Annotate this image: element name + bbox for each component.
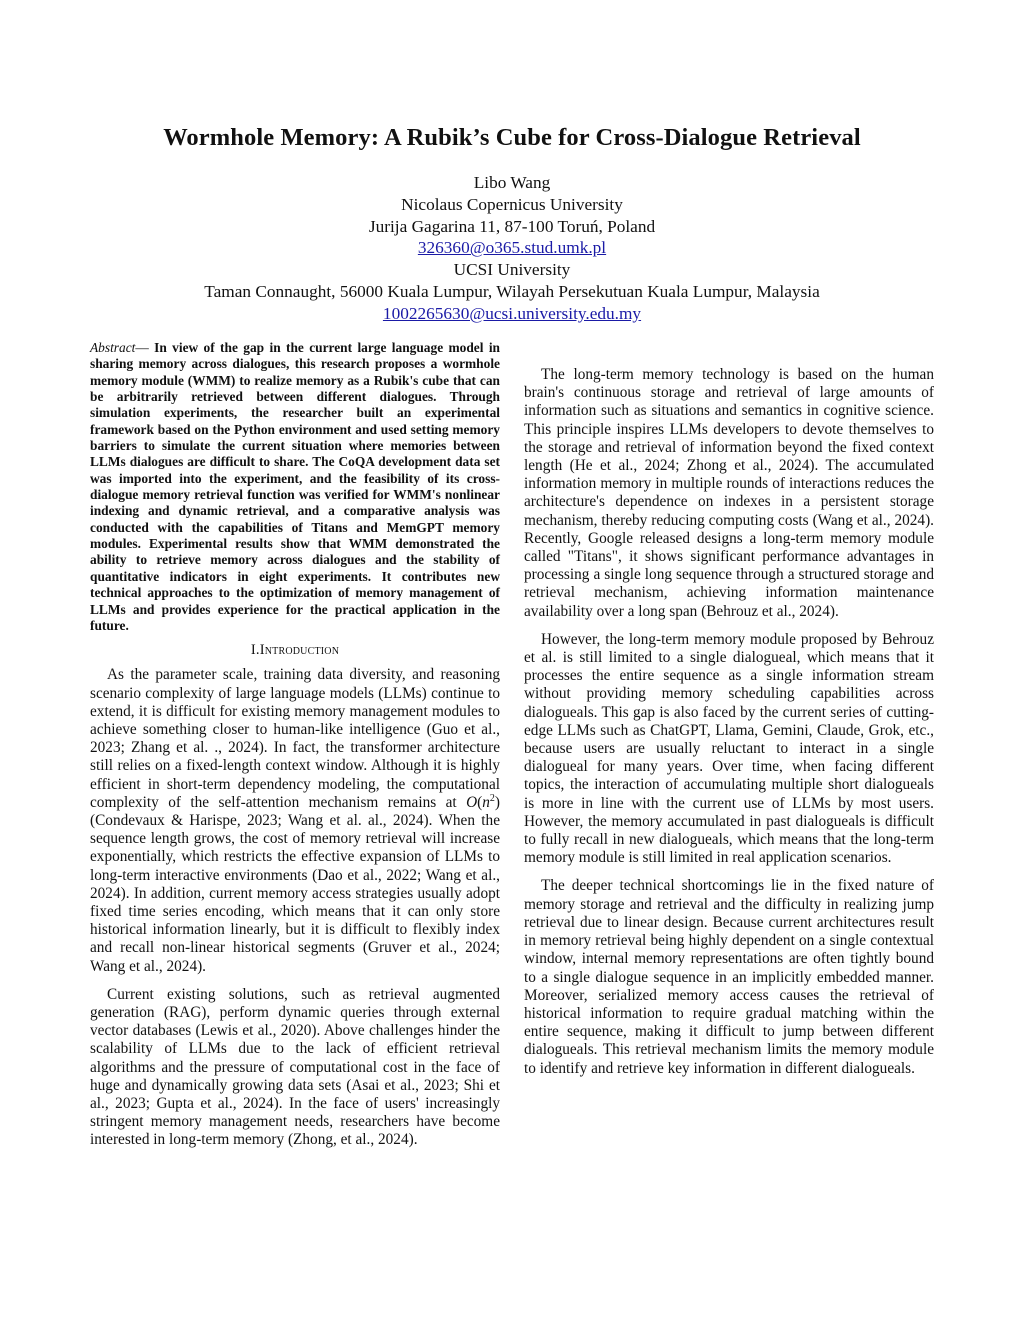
right-column: [524, 366, 934, 1088]
paper-title: Wormhole Memory: A Rubik’s Cube for Cross-Dialogue Retrieval: [163, 124, 861, 151]
big-o-n: n: [482, 793, 490, 811]
exponent: 2: [489, 792, 495, 804]
email-link-2[interactable]: 1002265630@ucsi.university.edu.my: [382, 303, 642, 323]
paragraph-text: As the parameter scale, training data diversity, and reasoning scenario complexity of large language models (LLMs) continue to extend, it is difficult for existing memory management modules to achieve something closer to human-like intelligence (Guo et al., 2023; Zhang et al. ., 2024). In fact, the transformer architecture still relies on a fixed-length context window. Although it is highly efficient in short-term dependency modeling, the computational complexity of the self-attention mechanism remains at: [90, 666, 500, 811]
section-number: I.: [250, 642, 260, 659]
abstract-label: Abstract: [90, 340, 136, 355]
affiliation-1: Nicolaus Copernicus University: [401, 194, 623, 214]
affiliation-2: UCSI University: [453, 260, 571, 280]
left-column: [90, 340, 500, 1160]
address-1: Jurija Gagarina 11, 87-100 Toruń, Poland: [368, 216, 656, 236]
intro-paragraph-3: The long-term memory technology is based on the human brain's continuous storage and retrieval of large amounts of information such as situations and semantics in cognitive science. This principle inspires LLMs developers to devote themselves to the storage and retrieval of information beyond the fixed context length (He et al., 2024; Zhong et al., 2024). The accumulated information memory in multiple rounds of interactions reduces the architecture's dependence on indexes in a persistent storage mechanism, thereby reducing computing costs (Wang et al., 2024). Recently, Google released designs a long-term memory module called "Titans", it shows significant performance advantages in processing a single long sequence through a structured storage and retrieval mechanism, achieving information maintenance availability over a long span (Behrouz et al., 2024).: [524, 366, 934, 620]
author-name: Libo Wang: [473, 173, 551, 192]
address-2: Taman Connaught, 56000 Kuala Lumpur, Wilayah Persekutuan Kuala Lumpur, Malaysia: [204, 281, 820, 301]
section-title: Introduction: [259, 642, 340, 659]
paragraph-text: (Condevaux & Harispe, 2023; Wang et al. al., 2024). When the sequence length grows, the cost of memory retrieval will increase exponentially, which restricts the effective expansion of LLMs to long-term interactive environments (Dao et al., 2022; Wang et al., 2024). In addition, current memory access strategies usually adopt fixed time series encoding, which means that it can only store historical information linearly, but it is difficult to flexibly index and recall non-linear historical segments (Gruver et al., 2024; Wang et al., 2024).: [90, 812, 500, 975]
email-link-1[interactable]: 326360@o365.stud.umk.pl: [417, 238, 607, 258]
abstract: [90, 340, 500, 634]
intro-paragraph-4: However, the long-term memory module proposed by Behrouz et al. is still limited to a single dialogueal, which means that it processes the entire sequence as a single information stream without providing memory scheduling capabilities across dialogueals. This gap is also faced by the current series of cutting-edge LLMs such as ChatGPT, Llama, Gemini, Claude, Grok, etc., because users are usually reluctant to interact in a single dialogueal for many years. Over time, when facing different topics, the interaction of accumulating multiple short dialogueals is more in line with the current use of LLMs by most users. However, the memory accumulated in past dialogueals is difficult to fully recall in new dialogueals, which means that the long-term memory module is still limited in real application scenarios.: [524, 630, 934, 867]
abstract-text: In view of the gap in the current large language model in sharing memory across dialogues, this research proposes a wormhole memory module (WMM) to realize memory as a Rubik's cube that can be arbitrarily retrieved between different dialogues. Through simulation experiments, the researcher built an experimental framework based on the Python environment and used setting memory barriers to simulate the current situation where memories between LLMs dialogues are difficult to share. The CoQA development data set was imported into the experiment, and the feasibility of its cross-dialogue memory retrieval function was verified for WMM's nonlinear indexing and dynamic retrieval, and a comparative analysis was conducted with the capabilities of Titans and MemGPT memory modules. Experimental results show that WMM demonstrated the ability to retrieve memory across dialogues and the stability of quantitative indicators in eight experiments. It contributes new technical approaches to the optimization of memory management of LLMs and provides experience for the practical application in the future.: [90, 340, 500, 633]
big-o: O: [466, 793, 478, 811]
intro-paragraph-2: Current existing solutions, such as retrieval augmented generation (RAG), perform dynamic queries through external vector databases (Lewis et al., 2020). Above challenges hinder the scalability of LLMs due to the lack of efficient retrieval algorithms and the pressure of computational cost in the face of huge and dynamically growing data sets (Asai et al., 2023; Shi et al., 2023; Gupta et al., 2024). In the face of users' increasingly stringent memory management needs, researchers have become interested in long-term memory (Zhong, et al., 2024).: [90, 985, 500, 1149]
section-heading-introduction: [90, 641, 500, 659]
intro-paragraph-5: The deeper technical shortcomings lie in the fixed nature of memory storage and retrieval and the difficulty in realizing jump retrieval due to linear design. Because current architectures result in memory retrieval being highly dependent on a single contextual window, internal memory representations are often tightly bound to a single dialogue sequence in an implicitly embedded manner. Moreover, serialized memory access causes the retrieval of historical information to require gradual matching within the entire sequence, making it difficult to jump between different dialogueals. This retrieval mechanism limits the memory module to identify and retrieve key information in different dialogueals.: [524, 877, 934, 1077]
intro-paragraph-1: As the parameter scale, training data diversity, and reasoning scenario complexity of large language models (LLMs) continue to extend, it is difficult for existing memory management modules to achieve something closer to human-like intelligence (Guo et al., 2023; Zhang et al. ., 2024). In fact, the transformer architecture still relies on a fixed-length context window. Although it is highly efficient in short-term dependency modeling, the computational complexity of the self-attention mechanism remains at $O(n^2)$ (Condevaux & Harispe, 2023; Wang et al. al., 2024). When the sequence length grows, the cost of memory retrieval will increase exponentially, which restricts the effective expansion of LLMs to long-term interactive environments (Dao et al., 2022; Wang et al., 2024). In addition, current memory access strategies usually adopt fixed time series encoding, which means that it can only store historical information linearly, but it is difficult to flexibly index and recall non-linear historical segments (Gruver et al., 2024; Wang et al., 2024).: [90, 666, 500, 975]
abstract-dash: —: [135, 340, 149, 355]
author-block: [0, 172, 1024, 325]
